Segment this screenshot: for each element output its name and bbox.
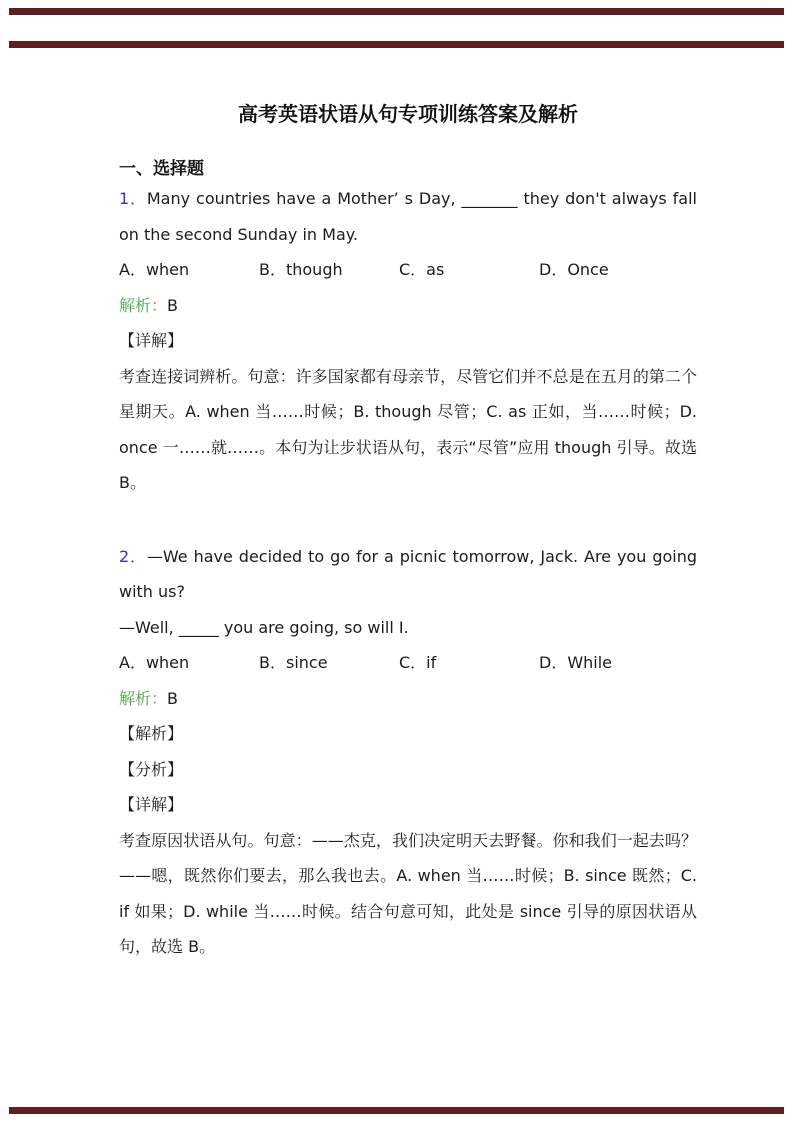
question-2-option-c: C．if: [399, 653, 437, 672]
section-header: 一、选择题: [119, 159, 204, 179]
question-2-answer-value: B: [167, 688, 178, 708]
question-1-answer-label: 解析：: [119, 295, 168, 315]
question-2-option-a: A．when: [119, 653, 190, 672]
question-1-options: [119, 252, 697, 288]
question-2-options: [119, 645, 697, 681]
question-1-stem-text: Many countries have a Mother’ s Day, _______ they don't always fall on the second Sunday in May.: [119, 189, 698, 244]
question-2-option-b: B．since: [259, 653, 328, 672]
question-2-number: 2．: [119, 546, 147, 566]
question-1: [119, 181, 697, 501]
question-2-detail-label: 【详解】: [119, 795, 184, 814]
question-1-number: 1．: [119, 189, 147, 208]
question-1-option-b: B．though: [259, 260, 343, 279]
question-2-answer-label: 解析：: [119, 688, 168, 708]
question-2: [119, 539, 697, 965]
question-2-jiexi-label: 【解析】: [119, 724, 184, 743]
question-1-option-c: C．as: [399, 260, 445, 279]
question-1-option-a: A．when: [119, 260, 190, 279]
question-1-option-d: D．Once: [539, 260, 609, 279]
page-title: 高考英语状语从句专项训练答案及解析: [238, 102, 578, 126]
question-1-answer-value: B: [167, 295, 178, 315]
question-1-answer-line: [119, 288, 697, 324]
question-2-stem: [119, 539, 697, 610]
question-2-explanation: 考查原因状语从句。句意：——杰克，我们决定明天去野餐。你和我们一起去吗？——嗯，既然你们要去，那么我也去。A. when 当……时候；B. since 既然；C. if 如果；D. while 当……时候。结合句意可知，此处是 since 引导的原因状语从句，故选 B。: [119, 830, 697, 956]
question-1-explanation: 考查连接词辨析。句意：许多国家都有母亲节，尽管它们并不总是在五月的第二个星期天。A. when 当……时候；B. though 尽管；C. as 正如，当……时候；D. once 一……就……。本句为让步状语从句，表示“尽管”应用 though 引导。故选 B。: [119, 366, 697, 492]
question-2-fenxi-label: 【分析】: [119, 759, 184, 779]
document-content: [119, 0, 697, 965]
question-1-stem: [119, 181, 697, 252]
bottom-accent-bar: [9, 1107, 784, 1114]
question-2-stem-text: —We have decided to go for a picnic tomorrow, Jack. Are you going with us?: [119, 546, 698, 601]
question-2-option-d: D．While: [539, 653, 613, 672]
question-2-answer-line: [119, 681, 697, 717]
question-1-detail-label: 【详解】: [119, 331, 184, 350]
question-2-stem-line2: —Well, _____ you are going, so will I.: [119, 617, 409, 637]
